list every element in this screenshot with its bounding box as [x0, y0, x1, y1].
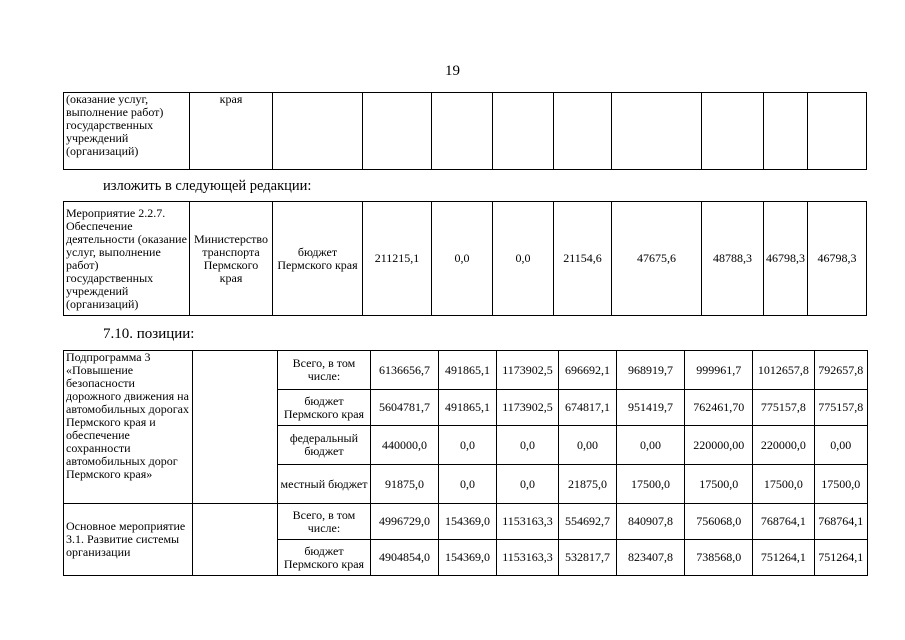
- table1-empty-cell: [764, 93, 808, 170]
- value-cell: 21875,0: [559, 465, 616, 504]
- value-cell: 0,00: [814, 426, 867, 465]
- table1-empty-cell: [493, 93, 554, 170]
- value-cell: 440000,0: [370, 426, 439, 465]
- table-measure-2-2-7: [63, 201, 867, 316]
- value-cell: 1153163,3: [496, 504, 559, 540]
- value-cell: 491865,1: [439, 351, 496, 390]
- value-cell: 491865,1: [439, 390, 496, 426]
- table-fragment-top: [63, 92, 867, 170]
- value-cell: 0,0: [432, 202, 493, 316]
- value-cell: 792657,8: [814, 351, 867, 390]
- value-cell: 840907,8: [616, 504, 685, 540]
- value-cell: 4904854,0: [370, 540, 439, 576]
- value-cell: 751264,1: [814, 540, 867, 576]
- value-cell: 0,0: [439, 465, 496, 504]
- value-cell: 0,0: [496, 465, 559, 504]
- value-cell: 1012657,8: [753, 351, 815, 390]
- value-cell: 751264,1: [753, 540, 815, 576]
- value-cell: 4996729,0: [370, 504, 439, 540]
- value-cell: 762461,70: [685, 390, 753, 426]
- value-cell: 17500,0: [685, 465, 753, 504]
- measure-name-cell: Мероприятие 2.2.7. Обеспечение деятельности (оказание услуг, выполнение работ) государственных учреждений (организаций): [64, 202, 190, 316]
- value-cell: 775157,8: [814, 390, 867, 426]
- funding-source-cell: федеральный бюджет: [278, 426, 370, 465]
- funding-source-cell: Всего, в том числе:: [278, 351, 370, 390]
- table1-executor-cell: края: [190, 93, 273, 170]
- table1-empty-cell: [612, 93, 702, 170]
- value-cell: 0,00: [616, 426, 685, 465]
- measure-3-1-executor-cell: [193, 504, 278, 576]
- value-cell: 1153163,3: [496, 540, 559, 576]
- subprogram-3-executor-cell: [193, 351, 278, 504]
- value-cell: 0,0: [496, 426, 559, 465]
- table-subprogram-3: [63, 350, 868, 576]
- funding-source-cell: местный бюджет: [278, 465, 370, 504]
- value-cell: 154369,0: [439, 504, 496, 540]
- value-cell: 823407,8: [616, 540, 685, 576]
- page-number: 19: [445, 63, 460, 79]
- value-cell: 554692,7: [559, 504, 616, 540]
- subprogram-3-name-cell: Подпрограмма 3 «Повышение безопасности дорожного движения на автомобильных дорогах Пермского края и обеспечение сохранности автомобильных дорог Пермского края»: [64, 351, 193, 504]
- funding-source-cell: Всего, в том числе:: [278, 504, 370, 540]
- value-cell: 768764,1: [814, 504, 867, 540]
- value-cell: 220000,00: [685, 426, 753, 465]
- funding-source-cell: бюджет Пермского края: [278, 390, 370, 426]
- table1-empty-cell: [554, 93, 612, 170]
- table1-empty-cell: [273, 93, 363, 170]
- value-cell: 47675,6: [612, 202, 702, 316]
- value-cell: 532817,7: [559, 540, 616, 576]
- table1-empty-cell: [702, 93, 764, 170]
- value-cell: 211215,1: [363, 202, 432, 316]
- value-cell: 21154,6: [554, 202, 612, 316]
- edit-instruction-text: изложить в следующей редакции:: [103, 178, 312, 194]
- value-cell: 0,0: [493, 202, 554, 316]
- value-cell: 220000,0: [753, 426, 815, 465]
- value-cell: 775157,8: [753, 390, 815, 426]
- value-cell: 17500,0: [753, 465, 815, 504]
- value-cell: 951419,7: [616, 390, 685, 426]
- value-cell: 0,00: [559, 426, 616, 465]
- funding-source-cell: бюджет Пермского края: [273, 202, 363, 316]
- value-cell: 17500,0: [814, 465, 867, 504]
- table1-empty-cell: [432, 93, 493, 170]
- measure-3-1-name-cell: Основное мероприятие 3.1. Развитие системы организации: [64, 504, 193, 576]
- value-cell: 1173902,5: [496, 351, 559, 390]
- value-cell: 17500,0: [616, 465, 685, 504]
- table1-empty-cell: [808, 93, 867, 170]
- value-cell: 999961,7: [685, 351, 753, 390]
- table1-name-cell: (оказание услуг, выполнение работ) государственных учреждений (организаций): [64, 93, 190, 170]
- value-cell: 0,0: [439, 426, 496, 465]
- value-cell: 46798,3: [808, 202, 867, 316]
- value-cell: 756068,0: [685, 504, 753, 540]
- value-cell: 738568,0: [685, 540, 753, 576]
- value-cell: 154369,0: [439, 540, 496, 576]
- value-cell: 5604781,7: [370, 390, 439, 426]
- value-cell: 6136656,7: [370, 351, 439, 390]
- value-cell: 46798,3: [764, 202, 808, 316]
- value-cell: 968919,7: [616, 351, 685, 390]
- value-cell: 696692,1: [559, 351, 616, 390]
- value-cell: 768764,1: [753, 504, 815, 540]
- value-cell: 674817,1: [559, 390, 616, 426]
- value-cell: 48788,3: [702, 202, 764, 316]
- section-heading-text: 7.10. позиции:: [103, 326, 195, 342]
- executor-cell: Министерство транспорта Пермского края: [190, 202, 273, 316]
- value-cell: 1173902,5: [496, 390, 559, 426]
- table1-empty-cell: [363, 93, 432, 170]
- funding-source-cell: бюджет Пермского края: [278, 540, 370, 576]
- value-cell: 91875,0: [370, 465, 439, 504]
